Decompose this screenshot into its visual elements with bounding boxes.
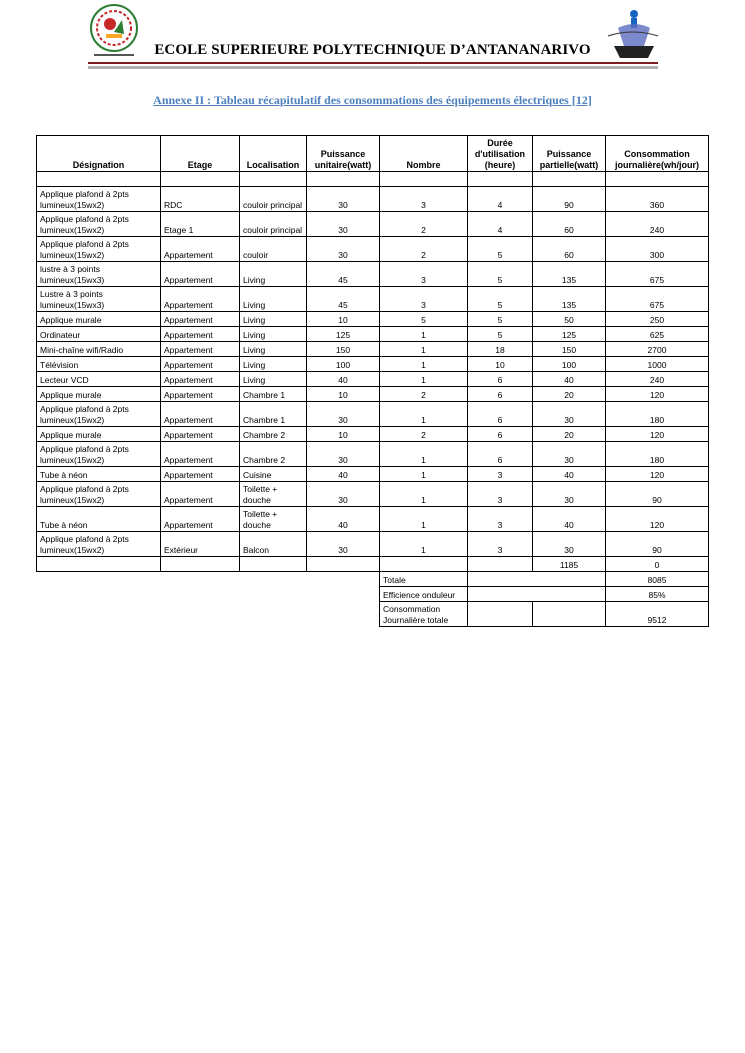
cell-localisation: Chambre 2 xyxy=(240,427,307,442)
cell-etage: Appartement xyxy=(161,327,240,342)
cell-designation: Applique plafond à 2pts lumineux(15wx2) xyxy=(37,187,161,212)
cell-nombre: 1 xyxy=(380,467,468,482)
cell-partielle: 40 xyxy=(533,507,606,532)
cell-localisation: Chambre 1 xyxy=(240,402,307,427)
cell-nombre: 1 xyxy=(380,532,468,557)
cell-localisation: Toilette + douche xyxy=(240,507,307,532)
cell-puissance: 30 xyxy=(307,237,380,262)
cell-etage: Appartement xyxy=(161,357,240,372)
cell-duree: 6 xyxy=(468,372,533,387)
blank-cell xyxy=(307,572,380,587)
cell-localisation: Living xyxy=(240,342,307,357)
cell-duree: 6 xyxy=(468,402,533,427)
cell-consommation: 625 xyxy=(606,327,709,342)
cell-duree: 4 xyxy=(468,212,533,237)
summary-value: 9512 xyxy=(606,602,709,627)
table-row xyxy=(37,532,709,557)
cell-localisation: Cuisine xyxy=(240,467,307,482)
cell-partielle: 150 xyxy=(533,342,606,357)
cell-duree: 5 xyxy=(468,327,533,342)
cell-consommation: 250 xyxy=(606,312,709,327)
blank-cell xyxy=(37,572,161,587)
cell-designation: Lustre à 3 points lumineux(15wx3) xyxy=(37,287,161,312)
col-header-localisation: Localisation xyxy=(240,136,307,172)
cell-localisation: Chambre 2 xyxy=(240,442,307,467)
cell-puissance: 45 xyxy=(307,262,380,287)
cell-etage: Appartement xyxy=(161,507,240,532)
cell-localisation: Balcon xyxy=(240,532,307,557)
table-row xyxy=(37,212,709,237)
cell-etage: Appartement xyxy=(161,237,240,262)
table-row xyxy=(37,372,709,387)
cell-duree: 6 xyxy=(468,442,533,467)
blank-cell xyxy=(161,587,240,602)
cell-designation: Applique murale xyxy=(37,427,161,442)
cell-nombre: 1 xyxy=(380,507,468,532)
consumption-table xyxy=(36,135,709,627)
cell-duree: 3 xyxy=(468,507,533,532)
table-row xyxy=(37,482,709,507)
header-rule-red xyxy=(88,62,658,64)
sum-partielle: 1185 xyxy=(533,557,606,572)
table-row xyxy=(37,187,709,212)
cell-partielle: 60 xyxy=(533,237,606,262)
col-header-partielle: Puissance partielle(watt) xyxy=(533,136,606,172)
table-row xyxy=(37,427,709,442)
cell-etage: Appartement xyxy=(161,442,240,467)
cell-nombre: 3 xyxy=(380,187,468,212)
cell-consommation: 360 xyxy=(606,187,709,212)
cell-duree: 5 xyxy=(468,262,533,287)
header-rule-grey xyxy=(88,66,658,69)
cell-partielle: 20 xyxy=(533,387,606,402)
cell-partielle: 100 xyxy=(533,357,606,372)
blank-cell xyxy=(240,587,307,602)
cell-consommation: 1000 xyxy=(606,357,709,372)
cell-puissance: 150 xyxy=(307,342,380,357)
cell-nombre: 2 xyxy=(380,237,468,262)
cell-puissance: 40 xyxy=(307,372,380,387)
cell-partielle: 30 xyxy=(533,532,606,557)
cell-nombre: 1 xyxy=(380,327,468,342)
cell-designation: Applique plafond à 2pts lumineux(15wx2) xyxy=(37,482,161,507)
cell-consommation: 120 xyxy=(606,507,709,532)
col-header-nombre: Nombre xyxy=(380,136,468,172)
cell-partielle: 90 xyxy=(533,187,606,212)
cell-duree: 5 xyxy=(468,237,533,262)
cell-duree: 6 xyxy=(468,427,533,442)
empty-cell xyxy=(468,602,533,627)
sum-row xyxy=(37,557,709,572)
table-row xyxy=(37,357,709,372)
empty-cell xyxy=(380,557,468,572)
cell-localisation: Chambre 1 xyxy=(240,387,307,402)
cell-duree: 3 xyxy=(468,467,533,482)
table-row xyxy=(37,507,709,532)
col-header-designation: Désignation xyxy=(37,136,161,172)
cell-puissance: 45 xyxy=(307,287,380,312)
cell-nombre: 1 xyxy=(380,402,468,427)
cell-puissance: 100 xyxy=(307,357,380,372)
summary-label: Totale xyxy=(380,572,468,587)
cell-designation: Mini-chaîne wifi/Radio xyxy=(37,342,161,357)
cell-duree: 4 xyxy=(468,187,533,212)
col-header-duree: Durée d'utilisation (heure) xyxy=(468,136,533,172)
cell-consommation: 675 xyxy=(606,262,709,287)
cell-etage: Etage 1 xyxy=(161,212,240,237)
sum-consommation: 0 xyxy=(606,557,709,572)
summary-row xyxy=(37,572,709,587)
empty-cell xyxy=(307,557,380,572)
cell-etage: Appartement xyxy=(161,427,240,442)
cell-consommation: 180 xyxy=(606,442,709,467)
cell-designation: Tube à néon xyxy=(37,467,161,482)
cell-localisation: couloir principal xyxy=(240,187,307,212)
cell-nombre: 1 xyxy=(380,357,468,372)
cell-duree: 5 xyxy=(468,287,533,312)
cell-partielle: 40 xyxy=(533,372,606,387)
cell-partielle: 135 xyxy=(533,262,606,287)
cell-localisation: Living xyxy=(240,287,307,312)
cell-duree: 18 xyxy=(468,342,533,357)
cell-consommation: 90 xyxy=(606,482,709,507)
blank-cell xyxy=(307,602,380,627)
cell-etage: Appartement xyxy=(161,372,240,387)
cell-etage: Appartement xyxy=(161,387,240,402)
cell-duree: 10 xyxy=(468,357,533,372)
cell-puissance: 125 xyxy=(307,327,380,342)
cell-localisation: Toilette + douche xyxy=(240,482,307,507)
cell-localisation: couloir principal xyxy=(240,212,307,237)
blank-cell xyxy=(37,587,161,602)
cell-partielle: 30 xyxy=(533,442,606,467)
empty-cell xyxy=(240,557,307,572)
cell-consommation: 90 xyxy=(606,532,709,557)
table-row xyxy=(37,237,709,262)
cell-designation: Télévision xyxy=(37,357,161,372)
cell-consommation: 180 xyxy=(606,402,709,427)
table-row xyxy=(37,402,709,427)
cell-partielle: 135 xyxy=(533,287,606,312)
cell-duree: 5 xyxy=(468,312,533,327)
cell-puissance: 40 xyxy=(307,467,380,482)
cell-puissance: 10 xyxy=(307,312,380,327)
summary-row xyxy=(37,602,709,627)
empty-cell xyxy=(37,557,161,572)
cell-partielle: 20 xyxy=(533,427,606,442)
cell-designation: Applique murale xyxy=(37,387,161,402)
summary-label: Consommation Journalière totale xyxy=(380,602,468,627)
cell-partielle: 50 xyxy=(533,312,606,327)
cell-duree: 3 xyxy=(468,532,533,557)
cell-designation: Tube à néon xyxy=(37,507,161,532)
cell-nombre: 3 xyxy=(380,287,468,312)
summary-value: 85% xyxy=(606,587,709,602)
cell-etage: Appartement xyxy=(161,402,240,427)
cell-designation: Lecteur VCD xyxy=(37,372,161,387)
cell-duree: 6 xyxy=(468,387,533,402)
page-header xyxy=(0,0,745,72)
cell-partielle: 60 xyxy=(533,212,606,237)
cell-localisation: Living xyxy=(240,312,307,327)
cell-puissance: 30 xyxy=(307,212,380,237)
cell-localisation: Living xyxy=(240,262,307,287)
summary-row xyxy=(37,587,709,602)
blank-cell xyxy=(161,602,240,627)
cell-designation: Applique plafond à 2pts lumineux(15wx2) xyxy=(37,237,161,262)
cell-nombre: 1 xyxy=(380,482,468,507)
cell-designation: Applique plafond à 2pts lumineux(15wx2) xyxy=(37,212,161,237)
summary-value: 8085 xyxy=(606,572,709,587)
blank-cell xyxy=(240,602,307,627)
cell-designation: Applique plafond à 2pts lumineux(15wx2) xyxy=(37,402,161,427)
cell-consommation: 240 xyxy=(606,212,709,237)
empty-cell xyxy=(161,557,240,572)
cell-localisation: Living xyxy=(240,327,307,342)
cell-localisation: Living xyxy=(240,357,307,372)
cell-puissance: 30 xyxy=(307,532,380,557)
col-header-etage: Etage xyxy=(161,136,240,172)
cell-etage: Appartement xyxy=(161,482,240,507)
empty-row xyxy=(37,172,709,187)
cell-nombre: 2 xyxy=(380,212,468,237)
cell-puissance: 30 xyxy=(307,187,380,212)
cell-localisation: Living xyxy=(240,372,307,387)
table-row xyxy=(37,467,709,482)
table-row xyxy=(37,342,709,357)
cell-duree: 3 xyxy=(468,482,533,507)
empty-cell xyxy=(468,587,606,602)
cell-puissance: 40 xyxy=(307,507,380,532)
cell-partielle: 125 xyxy=(533,327,606,342)
cell-puissance: 30 xyxy=(307,402,380,427)
table-row xyxy=(37,327,709,342)
cell-consommation: 120 xyxy=(606,427,709,442)
cell-puissance: 10 xyxy=(307,427,380,442)
cell-consommation: 2700 xyxy=(606,342,709,357)
cell-etage: Appartement xyxy=(161,287,240,312)
col-header-consommation: Consommation journalière(wh/jour) xyxy=(606,136,709,172)
cell-designation: Applique murale xyxy=(37,312,161,327)
cell-etage: Extérieur xyxy=(161,532,240,557)
cell-partielle: 30 xyxy=(533,482,606,507)
cell-consommation: 675 xyxy=(606,287,709,312)
table-row xyxy=(37,287,709,312)
cell-etage: Appartement xyxy=(161,312,240,327)
cell-etage: RDC xyxy=(161,187,240,212)
cell-puissance: 30 xyxy=(307,482,380,507)
table-row xyxy=(37,387,709,402)
cell-designation: Applique plafond à 2pts lumineux(15wx2) xyxy=(37,532,161,557)
cell-nombre: 5 xyxy=(380,312,468,327)
school-name: ECOLE SUPERIEURE POLYTECHNIQUE D’ANTANANARIVO xyxy=(154,42,591,58)
annex-title: Annexe II : Tableau récapitulatif des consommations des équipements électriques [12] xyxy=(153,93,592,107)
cell-puissance: 10 xyxy=(307,387,380,402)
blank-cell xyxy=(161,572,240,587)
cell-consommation: 120 xyxy=(606,467,709,482)
blank-cell xyxy=(37,602,161,627)
col-header-puissance: Puissance unitaire(watt) xyxy=(307,136,380,172)
table-row xyxy=(37,442,709,467)
table-header-row xyxy=(37,136,709,172)
summary-label: Efficience onduleur xyxy=(380,587,468,602)
cell-nombre: 1 xyxy=(380,372,468,387)
blank-cell xyxy=(240,572,307,587)
cell-nombre: 1 xyxy=(380,342,468,357)
cell-nombre: 2 xyxy=(380,427,468,442)
cell-designation: lustre à 3 points lumineux(15wx3) xyxy=(37,262,161,287)
cell-nombre: 3 xyxy=(380,262,468,287)
cell-consommation: 120 xyxy=(606,387,709,402)
cell-nombre: 1 xyxy=(380,442,468,467)
cell-localisation: couloir xyxy=(240,237,307,262)
cell-etage: Appartement xyxy=(161,342,240,357)
cell-etage: Appartement xyxy=(161,467,240,482)
cell-partielle: 30 xyxy=(533,402,606,427)
cell-consommation: 240 xyxy=(606,372,709,387)
cell-etage: Appartement xyxy=(161,262,240,287)
table-row xyxy=(37,262,709,287)
empty-cell xyxy=(468,557,533,572)
cell-designation: Ordinateur xyxy=(37,327,161,342)
cell-puissance: 30 xyxy=(307,442,380,467)
empty-cell xyxy=(533,602,606,627)
cell-partielle: 40 xyxy=(533,467,606,482)
table-row xyxy=(37,312,709,327)
cell-nombre: 2 xyxy=(380,387,468,402)
blank-cell xyxy=(307,587,380,602)
cell-designation: Applique plafond à 2pts lumineux(15wx2) xyxy=(37,442,161,467)
cell-consommation: 300 xyxy=(606,237,709,262)
empty-cell xyxy=(468,572,606,587)
